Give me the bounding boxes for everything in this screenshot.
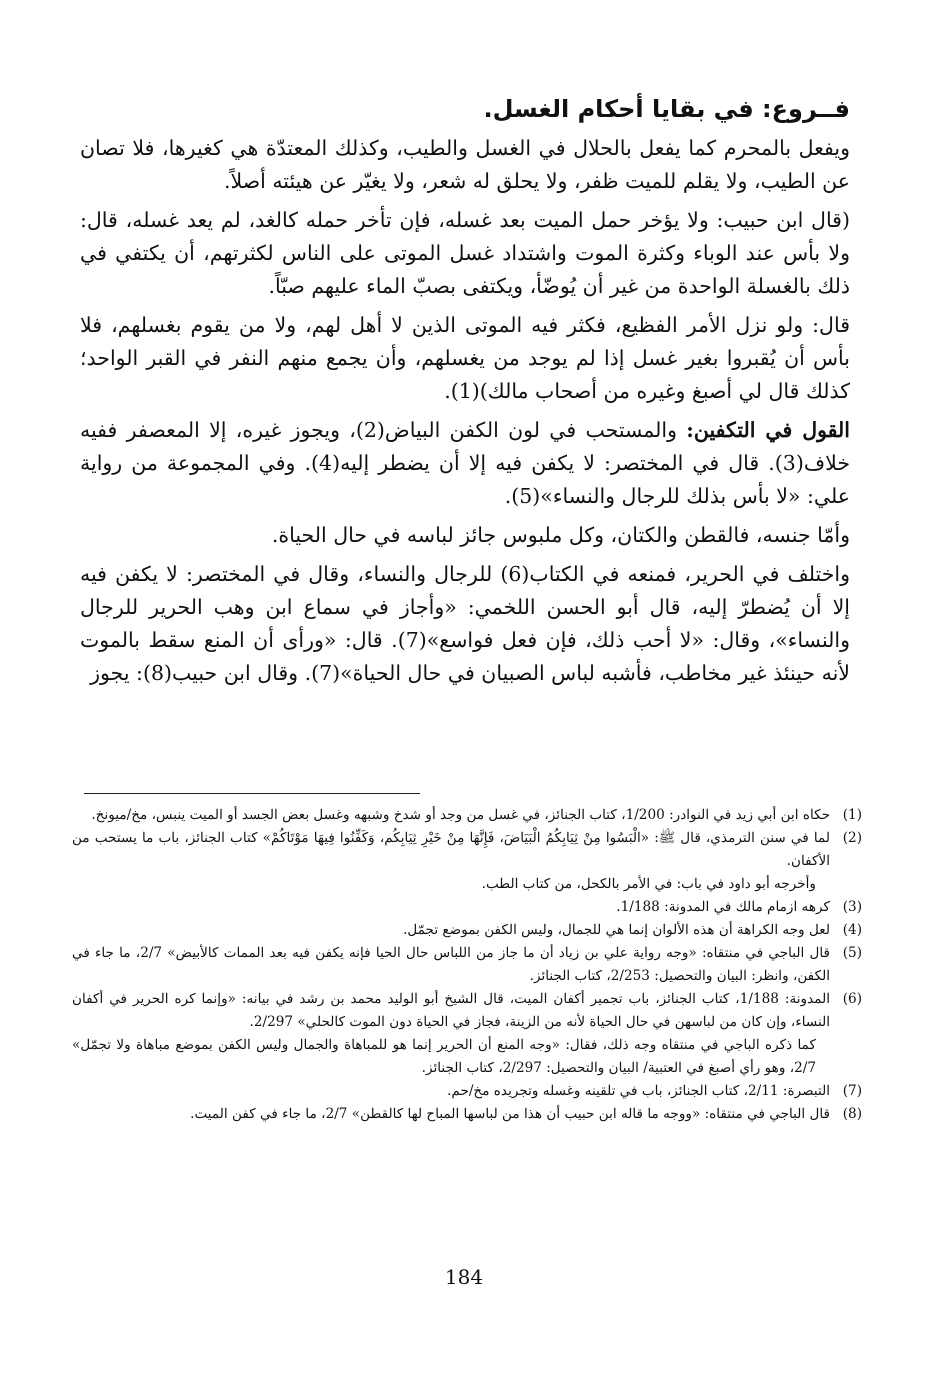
paragraph-text: قال: ولو نزل الأمر الفظيع، فكثر فيه الموتى الذين لا أهل لهم، ولا من يقوم بغسلهم، فلا بأس أن يُقبروا بغير غسل إذا لم يوجد من يغسلهم، وأن يجمع منهم النفر في القبر الواحد؛ كذلك قال لي أصبغ وغيره من أصحاب مالك)(1). <box>80 313 850 403</box>
footnote-number: (6) <box>842 991 862 1007</box>
footnote-number: (7) <box>842 1083 862 1099</box>
paragraph-text: وأمّا جنسه، فالقطن والكتان، وكل ملبوس جائز لباسه في حال الحياة. <box>271 523 850 547</box>
footnote-text: وأخرجه أبو داود في باب: في الأمر بالكحل، من كتاب الطب. <box>481 876 816 892</box>
footnote-continuation <box>72 873 862 896</box>
footnote <box>72 919 862 942</box>
footnote-text: لما في سنن الترمذي، قال ﷺ: «الْبَسُوا مِنْ ثِيَابِكُمُ الْبَيَاضَ، فَإِنَّهَا مِنْ خَيْرِ ثِيَابِكُم، وَكَفِّنُوا فِيهَا مَوْتَاكُمْ» كتاب الجنائز، باب ما يستحب من الأكفان. <box>72 830 830 869</box>
footnote-number: (4) <box>842 922 862 938</box>
footnote-text: قال الباجي في منتقاه: «ووجه ما قاله ابن حبيب أن هذا من لباسها المباح لها كالقطن» 2/7، ما جاء في كفن الميت. <box>190 1106 830 1122</box>
section-heading: فــروع: في بقايا أحكام الغسل. <box>483 95 850 123</box>
footnote-text: لعل وجه الكراهة أن هذه الألوان إنما هي للجمال، وليس الكفن بموضع تجمّل. <box>403 922 830 938</box>
footnote-text: التبصرة: 2/11، كتاب الجنائز، باب في تلقينه وغسله وتجريده مخ/حم. <box>447 1083 830 1099</box>
footnote <box>72 988 862 1034</box>
footnote-text: كما ذكره الباجي في منتقاه وجه ذلك، فقال: «وجه المنع أن الحرير إنما هو للمباهاة والجمال وليس الكفن بموضع مباهاة ولا تجمّل» 2/7، وهو رأي أصبغ في العتبية/ البيان والتحصيل: 2/297، كتاب الجنائز. <box>72 1037 816 1076</box>
footnote-number: (3) <box>842 899 862 915</box>
footnote-number: (2) <box>842 830 862 846</box>
paragraph <box>80 558 850 690</box>
paragraph-text: (قال ابن حبيب: ولا يؤخر حمل الميت بعد غسله، فإن تأخر حمله كالغد، لم يعد غسله، قال: ولا بأس عند الوباء وكثرة الموت واشتداد غسل الموتى على الناس لكثرتهم، أن يكتفي في ذلك بالغسلة الواحدة من غير أن يُوضّأ، ويكتفى بصبّ الماء عليهم صبّاً. <box>80 208 850 298</box>
paragraph <box>80 414 850 513</box>
paragraph <box>80 204 850 303</box>
paragraph-lead: القول في التكفين: <box>686 418 850 442</box>
footnote <box>72 1080 862 1103</box>
footnote-number: (5) <box>842 945 862 961</box>
page-number: 184 <box>444 1265 484 1289</box>
footnote-number: (8) <box>842 1106 862 1122</box>
footnote-text: كرهه ازمام مالك في المدونة: 1/188. <box>616 899 830 915</box>
footnote <box>72 942 862 988</box>
footnote-divider <box>84 793 420 794</box>
footnote-text: قال الباجي في منتقاه: «وجه رواية علي بن زياد أن ما جاز من اللباس حال الحيا فإنه يكفن فيه بعد الممات كالأبيض» 2/7، ما جاء في الكفن، وانظر: البيان والتحصيل: 2/253، كتاب الجنائز. <box>72 945 831 984</box>
footnote-number: (1) <box>842 807 862 823</box>
footnotes <box>72 804 862 1126</box>
footnote <box>72 804 862 827</box>
paragraph-text: واختلف في الحرير، فمنعه في الكتاب(6) للرجال والنساء، وقال في المختصر: لا يكفن فيه إلا أن يُضطرّ إليه، قال أبو الحسن اللخمي: «وأجاز في سماع ابن وهب الحرير للرجال والنساء»، وقال: «لا أحب ذلك، فإن فعل فواسع»(7). قال: «ورأى أن المنع سقط بالموت لأنه حينئذ غير مخاطب، فأشبه لباس الصبيان في حال الحياة»(7). وقال ابن حبيب(8): يجوز <box>80 562 850 685</box>
footnote-text: حكاه ابن أبي زيد في النوادر: 1/200، كتاب الجنائز، في غسل من وجد أو شدخ وشبهه وغسل بعض الجسد أو الميت ينبس، مخ/ميونخ. <box>91 807 830 823</box>
paragraph-text: ويفعل بالمحرم كما يفعل بالحلال في الغسل والطيب، وكذلك المعتدّة هي كغيرها، فلا تصان عن الطيب، ولا يقلم للميت ظفر، ولا يحلق له شعر، ولا يغيّر عن هيئته أصلاً. <box>80 136 850 193</box>
footnote-text: المدونة: 1/188، كتاب الجنائز، باب تجمير أكفان الميت، قال الشيخ أبو الوليد محمد بن رشد في بيانه: «وإنما كره الحرير في أكفان النساء، وإن كان من لباسهن في حال الحياة لأنه من الزينة، فجاز في الحياة دون الموت كالحلي» 2/297. <box>72 991 830 1030</box>
paragraph <box>80 519 850 552</box>
paragraph-text: والمستحب في لون الكفن البياض(2)، ويجوز غيره، إلا المعصفر ففيه خلاف(3). قال في المختصر: لا يكفن فيه إلا أن يضطر إليه(4). وفي المجموعة من رواية علي: «لا بأس بذلك للرجال والنساء»(5). <box>80 418 850 508</box>
footnote-continuation <box>72 1034 862 1080</box>
main-text <box>80 92 850 696</box>
footnote <box>72 827 862 873</box>
footnote <box>72 1103 862 1126</box>
paragraph <box>80 132 850 198</box>
footnote <box>72 896 862 919</box>
paragraph <box>80 309 850 408</box>
